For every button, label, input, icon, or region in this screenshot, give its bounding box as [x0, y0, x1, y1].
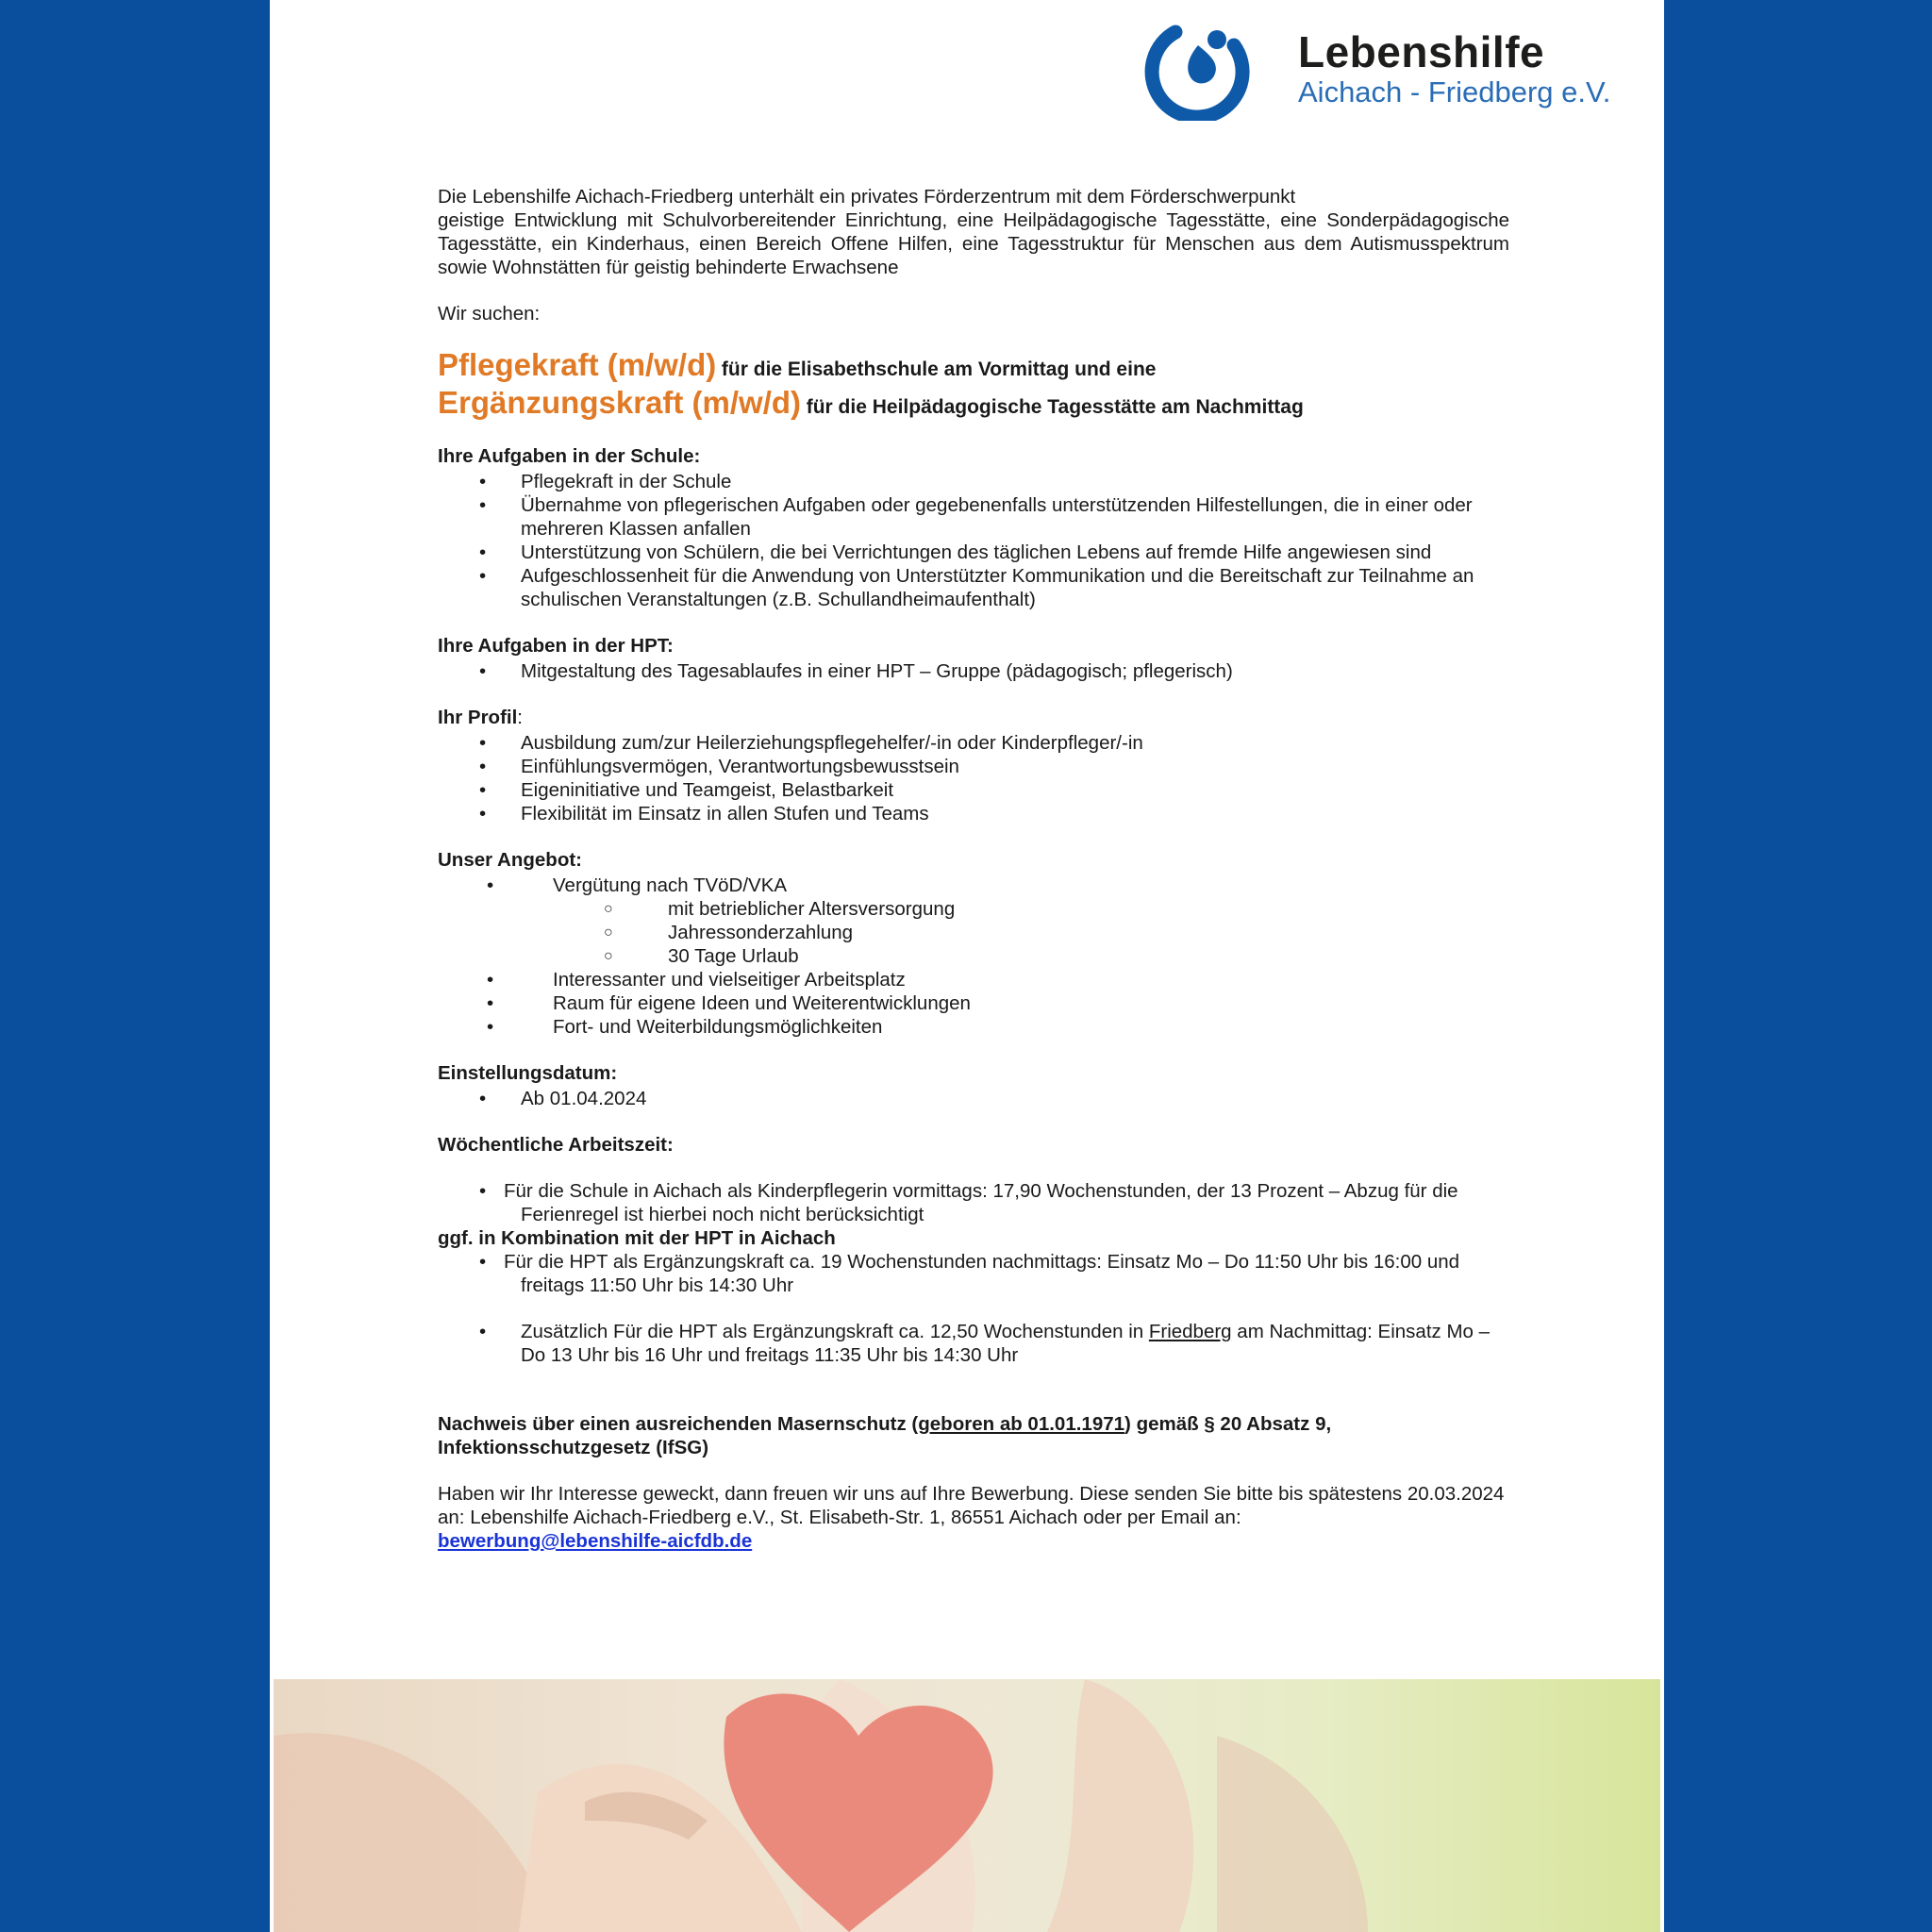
- einstellung-list: [438, 1087, 1509, 1110]
- angebot-list: [438, 874, 1509, 897]
- list-item: • Unterstützung von Schülern, die bei Verrichtungen des täglichen Lebens auf fremde Hilfe angewiesen sind: [438, 541, 1509, 564]
- arbeitszeit-hpt: Für die HPT als Ergänzungskraft ca. 19 Wochenstunden nachmittags: Einsatz Mo – Do 11:50 Uhr bis 16:00 und freitags 11:50 Uhr bis 14:30 Uhr: [504, 1251, 1460, 1296]
- email-link[interactable]: bewerbung@lebenshilfe-aicfdb.de: [438, 1530, 753, 1552]
- arbeitszeit-hpt-list: [438, 1250, 1509, 1297]
- job-posting: [438, 185, 1509, 1553]
- organization-logo: [1143, 17, 1611, 121]
- role-description: für die Heilpädagogische Tagesstätte am Nachmittag: [806, 396, 1304, 418]
- intro-paragraph: [438, 185, 1509, 279]
- masernschutz-note: [438, 1412, 1509, 1459]
- job-titles: [438, 346, 1509, 422]
- sub-list-item: ○ Jahressonderzahlung: [438, 921, 1509, 944]
- hpt-task-list: [438, 659, 1509, 683]
- section-heading-schule: Ihre Aufgaben in der Schule:: [438, 445, 701, 467]
- masern-post: ) gemäß § 20 Absatz 9, Infektionsschutzgesetz (IfSG): [438, 1413, 1332, 1458]
- section-heading-angebot: Unser Angebot:: [438, 849, 582, 871]
- list-item: [438, 1320, 1509, 1367]
- masern-pre: Nachweis über einen ausreichenden Masernschutz (: [438, 1413, 919, 1435]
- kombination-note: ggf. in Kombination mit der HPT in Aichach: [438, 1227, 836, 1249]
- list-item: • Übernahme von pflegerischen Aufgaben oder gegebenenfalls unterstützenden Hilfestellungen, die in einer oder mehreren Klassen anfallen: [438, 493, 1509, 541]
- logo-name: Lebenshilfe: [1298, 27, 1545, 76]
- masern-date: geboren ab 01.01.1971: [918, 1413, 1125, 1435]
- zusatz-place: Friedberg: [1148, 1321, 1232, 1342]
- angebot-list-continued: [438, 968, 1509, 1039]
- section-heading-profil: [438, 706, 1509, 729]
- zusatz-text-pre: Zusätzlich Für die HPT als Ergänzungskraft ca. 12,50 Wochenstunden in: [521, 1321, 1149, 1342]
- arbeitszeit-zusatz-list: [438, 1320, 1509, 1367]
- sub-list-item: ○ mit betrieblicher Altersversorgung: [438, 897, 1509, 921]
- list-item: [438, 1179, 1509, 1226]
- zusatz-text-post: am Nachmittag: Einsatz Mo – Do 13 Uhr bis 16 Uhr und freitags 11:35 Uhr bis 14:30 Uhr: [521, 1321, 1491, 1366]
- logo-subtitle: Aichach - Friedberg e.V.: [1298, 75, 1611, 108]
- list-item: • Interessanter und vielseitiger Arbeitsplatz: [438, 968, 1509, 991]
- profil-heading-text: Ihr Profil: [438, 707, 518, 728]
- closing-paragraph: [438, 1482, 1509, 1553]
- lebenshilfe-logo-icon: [1143, 17, 1255, 121]
- section-heading-arbeitszeit: Wöchentliche Arbeitszeit:: [438, 1134, 674, 1156]
- list-item: • Pflegekraft in der Schule: [438, 470, 1509, 493]
- arbeitszeit-list: [438, 1179, 1509, 1226]
- section-heading-hpt: Ihre Aufgaben in der HPT:: [438, 635, 674, 657]
- role-title: Pflegekraft (m/w/d): [438, 347, 717, 382]
- angebot-sublist: [438, 897, 1509, 968]
- section-heading-einstellung: Einstellungsdatum:: [438, 1062, 618, 1084]
- list-item: • Einfühlungsvermögen, Verantwortungsbewusstsein: [438, 755, 1509, 778]
- list-item: • Ausbildung zum/zur Heilerziehungspflegehelfer/-in oder Kinderpfleger/-in: [438, 731, 1509, 755]
- list-item: • Mitgestaltung des Tagesablaufes in einer HPT – Gruppe (pädagogisch; pflegerisch): [438, 659, 1509, 683]
- wir-suchen-label: Wir suchen:: [438, 303, 541, 325]
- list-item: • Flexibilität im Einsatz in allen Stufen und Teams: [438, 802, 1509, 825]
- role-title: Ergänzungskraft (m/w/d): [438, 385, 802, 420]
- hands-heart-illustration: [274, 1679, 1660, 1932]
- role-description: für die Elisabethschule am Vormittag und eine: [721, 358, 1157, 380]
- document-page: [270, 0, 1664, 1932]
- arbeitszeit-schule: Für die Schule in Aichach als Kinderpflegerin vormittags: 17,90 Wochenstunden, der 13 Prozent – Abzug für die Ferienregel ist hierbei noch nicht berücksichtigt: [504, 1180, 1458, 1225]
- list-item: [438, 1250, 1509, 1297]
- list-item: • Eigeninitiative und Teamgeist, Belastbarkeit: [438, 778, 1509, 802]
- list-item: • Aufgeschlossenheit für die Anwendung von Unterstützter Kommunikation und die Bereitschaft zur Teilnahme an schulischen Veranstaltungen (z.B. Schullandheimaufenthalt): [438, 564, 1509, 611]
- role-pflegekraft: [438, 346, 1509, 384]
- role-ergaenzungskraft: [438, 384, 1509, 422]
- sub-list-item: ○ 30 Tage Urlaub: [438, 944, 1509, 968]
- list-item: • Vergütung nach TVöD/VKA: [438, 874, 1509, 897]
- profil-list: [438, 731, 1509, 825]
- closing-text: Haben wir Ihr Interesse geweckt, dann freuen wir uns auf Ihre Bewerbung. Diese senden Sie bitte bis spätestens 20.03.2024 an: Lebenshilfe Aichach-Friedberg e.V., St. Elisabeth-Str. 1, 86551 Aichach oder per Email an:: [438, 1483, 1505, 1528]
- schule-task-list: [438, 470, 1509, 611]
- list-item: • Raum für eigene Ideen und Weiterentwicklungen: [438, 991, 1509, 1015]
- intro-text: geistige Entwicklung mit Schulvorbereitender Einrichtung, eine Heilpädagogische Tagesstätte, eine Sonderpädagogische Tagesstätte, ein Kinderhaus, einen Bereich Offene Hilfen, eine Tagesstruktur für Menschen aus dem Autismusspektrum sowie Wohnstätten für geistig behinderte Erwachsene: [438, 209, 1509, 278]
- profil-colon: :: [517, 707, 523, 728]
- hands-heart-photo: [274, 1679, 1660, 1932]
- list-item: • Fort- und Weiterbildungsmöglichkeiten: [438, 1015, 1509, 1039]
- intro-line-1: Die Lebenshilfe Aichach-Friedberg unterhält ein privates Förderzentrum mit dem Förderschwerpunkt: [438, 186, 1296, 208]
- list-item: • Ab 01.04.2024: [438, 1087, 1509, 1110]
